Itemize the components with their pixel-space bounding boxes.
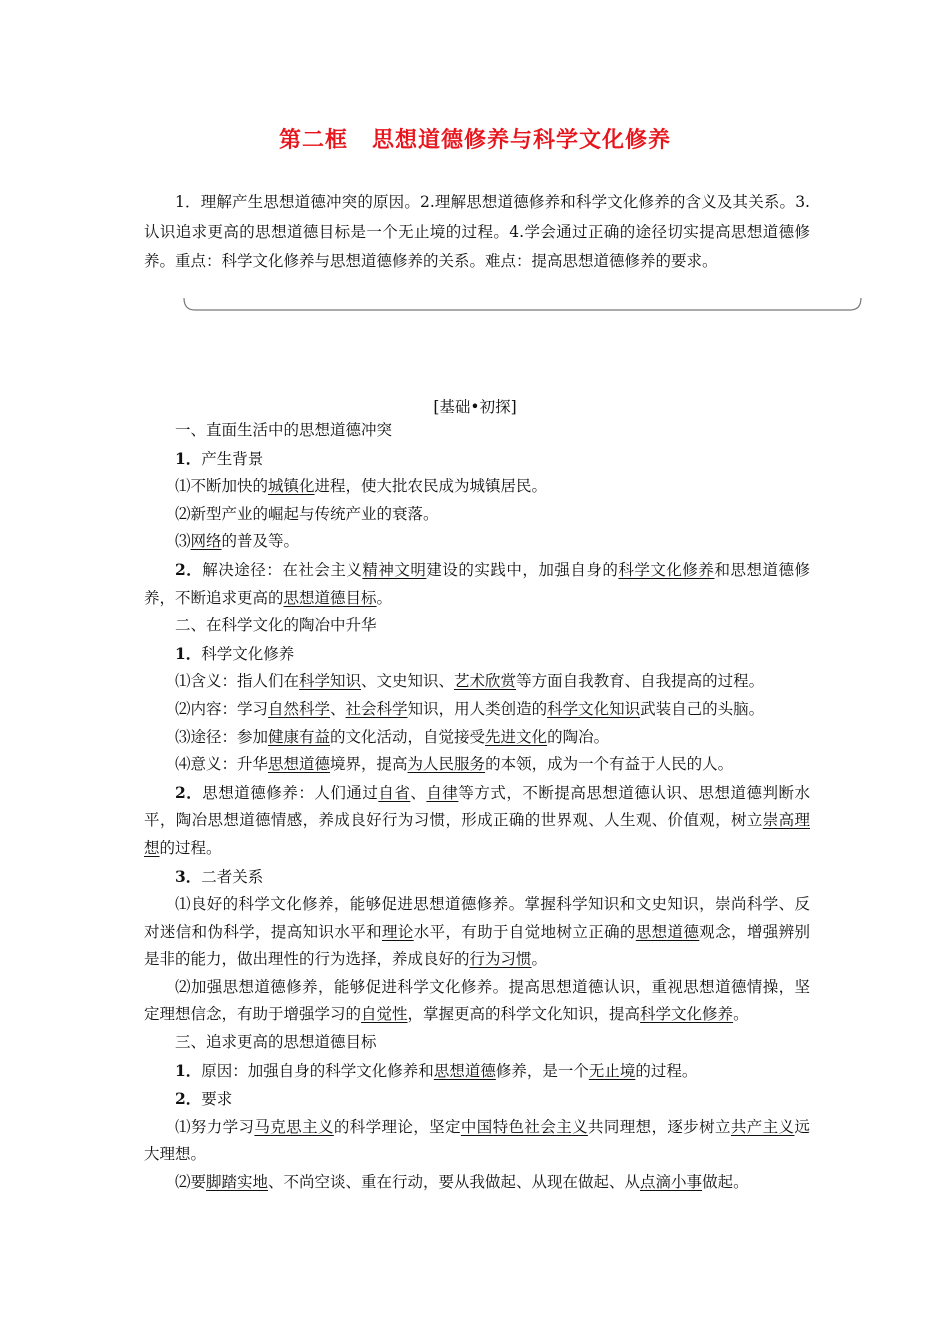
text-run: 一、直面生活中的思想道德冲突 [175, 421, 393, 439]
underlined-keyword: 先进文化 [485, 727, 548, 746]
content-paragraph [144, 640, 810, 669]
content-paragraph [144, 974, 810, 1029]
content-paragraph [144, 417, 810, 445]
text-run: 的科学理论，坚定 [333, 1117, 461, 1136]
item-number: 2． [175, 559, 203, 579]
text-run: 观念，增强辨别是非的能力，做出理性的行为选择，养成良好的 [144, 922, 810, 969]
text-run: 修养，是一个 [495, 1061, 589, 1080]
text-run: 、 [410, 783, 427, 802]
underlined-keyword: 马克思主义 [254, 1117, 334, 1136]
text-run: 解决途径：在社会主义 [202, 560, 363, 579]
lesson-title: 思想道德修养与科学文化修养 [372, 128, 672, 153]
text-run: 、文史知识、 [361, 672, 455, 691]
underlined-keyword: 自律 [426, 783, 459, 802]
content-paragraph [144, 528, 810, 556]
text-run: 境界，提高 [330, 755, 408, 774]
underlined-keyword: 健康有益 [268, 727, 331, 746]
underlined-keyword: 科学知识 [299, 672, 362, 691]
text-run: ⑵要 [175, 1173, 207, 1192]
underlined-keyword: 自省 [378, 783, 411, 802]
text-run: 水平，有助于自觉地树立正确的 [413, 922, 636, 941]
content-paragraph [144, 1085, 810, 1114]
underlined-keyword: 理论 [381, 922, 414, 941]
underlined-keyword: 点滴小事 [640, 1173, 703, 1192]
content-paragraph [144, 1029, 810, 1057]
underlined-keyword: 艺术欣赏 [454, 672, 517, 691]
content-paragraph [144, 1169, 810, 1197]
text-run: ⑵内容：学习 [175, 699, 269, 718]
content-paragraph [144, 779, 810, 863]
text-run: 、不尚空谈、重在行动，要从我做起、从现在做起、从 [268, 1173, 641, 1192]
text-run: 知识，用人类创造的 [407, 699, 548, 718]
item-number: 1． [175, 643, 202, 663]
underlined-keyword: 共产主义 [730, 1117, 795, 1136]
underlined-keyword: 思想道德 [268, 755, 331, 774]
underlined-keyword: 行为习惯 [469, 950, 532, 969]
item-number: 2． [175, 1089, 202, 1109]
learning-objectives: 1．理解产生思想道德冲突的原因。2.理解思想道德修养和科学文化修养的含义及其关系。3.认识追求更高的思想道德目标是一个无止境的过程。4.学会通过正确的途径切实提高思想道德修养。重点：科学文化修养与思想道德修养的关系。难点：提高思想道德修养的要求。 [144, 193, 810, 270]
underlined-keyword: 为人民服务 [407, 755, 486, 774]
text-run: 原因：加强自身的科学文化修养和 [201, 1061, 434, 1080]
underlined-keyword: 科学文化修养 [618, 560, 715, 579]
page-title [0, 123, 950, 154]
text-run: 科学文化修养 [201, 644, 295, 663]
text-run: ⑷意义：升华 [175, 755, 269, 774]
text-run: ⑴含义：指人们在 [175, 672, 300, 691]
underlined-keyword: 自然科学 [268, 699, 331, 718]
text-run: 的过程。 [635, 1061, 698, 1080]
content-paragraph [144, 668, 810, 696]
text-run: 的陶冶。 [547, 727, 610, 746]
text-run: ⑴良好的科学文化修养，能够促进思想道德修养。掌握科学知识和文史知识，崇尚科学、反对迷信和伪科学，提高知识水平和 [144, 895, 810, 941]
content-paragraph [144, 501, 810, 529]
underlined-keyword: 中国特色社会主义 [460, 1117, 588, 1136]
content-paragraph [144, 724, 810, 752]
content-paragraph [144, 1114, 810, 1169]
underlined-keyword: 精神文明 [362, 560, 427, 579]
text-run: 产生背景 [201, 449, 264, 468]
text-run: 要求 [201, 1090, 233, 1109]
underlined-keyword: 崇高理想 [144, 811, 810, 857]
content-body [144, 417, 810, 1197]
text-run: ⑶途径：参加 [175, 727, 269, 746]
underlined-keyword: 自觉性 [361, 1005, 408, 1024]
text-run: 。 [531, 950, 548, 969]
underlined-keyword: 科学文化知识 [547, 699, 641, 718]
text-run: 、 [330, 699, 346, 718]
item-number: 2． [175, 782, 203, 802]
content-paragraph [144, 445, 810, 474]
underlined-keyword: 网络 [190, 532, 222, 551]
text-run: 等方式，不断提高思想道德认识、思想道德判断水平，陶冶思想道德情感，养成良好行为习惯，形成正确的世界观、人生观、价值观，树立 [144, 783, 810, 830]
text-run: 远大理想。 [144, 1117, 810, 1164]
section-label: [基础•初探] [433, 398, 517, 416]
item-number: 1． [175, 448, 202, 468]
underlined-keyword: 无止境 [588, 1061, 636, 1080]
text-run: 的文化活动，自觉接受 [330, 727, 486, 746]
text-run: 的普及等。 [221, 532, 300, 551]
text-run: 三、追求更高的思想道德目标 [175, 1033, 377, 1052]
underlined-keyword: 城镇化 [268, 477, 315, 496]
text-run: ⑵新型产业的崛起与传统产业的衰落。 [175, 504, 439, 523]
underlined-keyword: 思想道德 [635, 922, 700, 941]
item-number: 1． [175, 1060, 202, 1080]
underlined-keyword: 脚踏实地 [206, 1173, 269, 1192]
underlined-keyword: 社会科学 [345, 699, 408, 718]
content-paragraph [144, 1057, 810, 1086]
content-paragraph [144, 556, 810, 612]
text-run: 进程，使大批农民成为城镇居民。 [314, 477, 548, 496]
text-run: 二者关系 [201, 867, 264, 886]
content-paragraph [144, 751, 810, 779]
text-run: 建设的实践中，加强自身的 [426, 560, 619, 579]
text-run: ⑴努力学习 [175, 1117, 255, 1136]
lesson-number: 第二框 [278, 128, 348, 153]
text-run: 做起。 [702, 1173, 749, 1192]
content-paragraph [144, 863, 810, 892]
bracket-divider [183, 298, 862, 314]
content-paragraph [144, 696, 810, 724]
underlined-keyword: 思想道德 [433, 1061, 496, 1080]
item-number: 3． [175, 866, 202, 886]
text-run: ⑵加强思想道德修养，能够促进科学文化修养。提高思想道德认识，重视思想道德情操，坚定理想信念，有助于增强学习的 [144, 977, 810, 1024]
text-run: 思想道德修养：人们通过 [202, 783, 379, 802]
content-paragraph [144, 612, 810, 640]
text-run: ⑶ [175, 532, 191, 551]
text-run: 等方面自我教育、自我提高的过程。 [516, 672, 765, 691]
text-run: 共同理想，逐步树立 [587, 1117, 731, 1136]
text-run: 和思想道德修养，不断追求更高的 [144, 560, 810, 607]
content-paragraph [144, 891, 810, 974]
content-paragraph [144, 473, 810, 501]
text-run: 。 [733, 1005, 749, 1024]
underlined-keyword: 科学文化修养 [640, 1005, 734, 1024]
text-run: 二、在科学文化的陶冶中升华 [175, 616, 377, 635]
text-run: ⑴不断加快的 [175, 477, 269, 496]
text-run: 武装自己的头脑。 [640, 699, 765, 718]
text-run: 的本领，成为一个有益于人民的人。 [485, 755, 734, 774]
text-run: 。 [376, 588, 393, 607]
text-run: 的过程。 [159, 838, 222, 857]
underlined-keyword: 思想道德目标 [283, 588, 377, 607]
text-run: ，掌握更高的科学文化知识，提高 [407, 1005, 641, 1024]
